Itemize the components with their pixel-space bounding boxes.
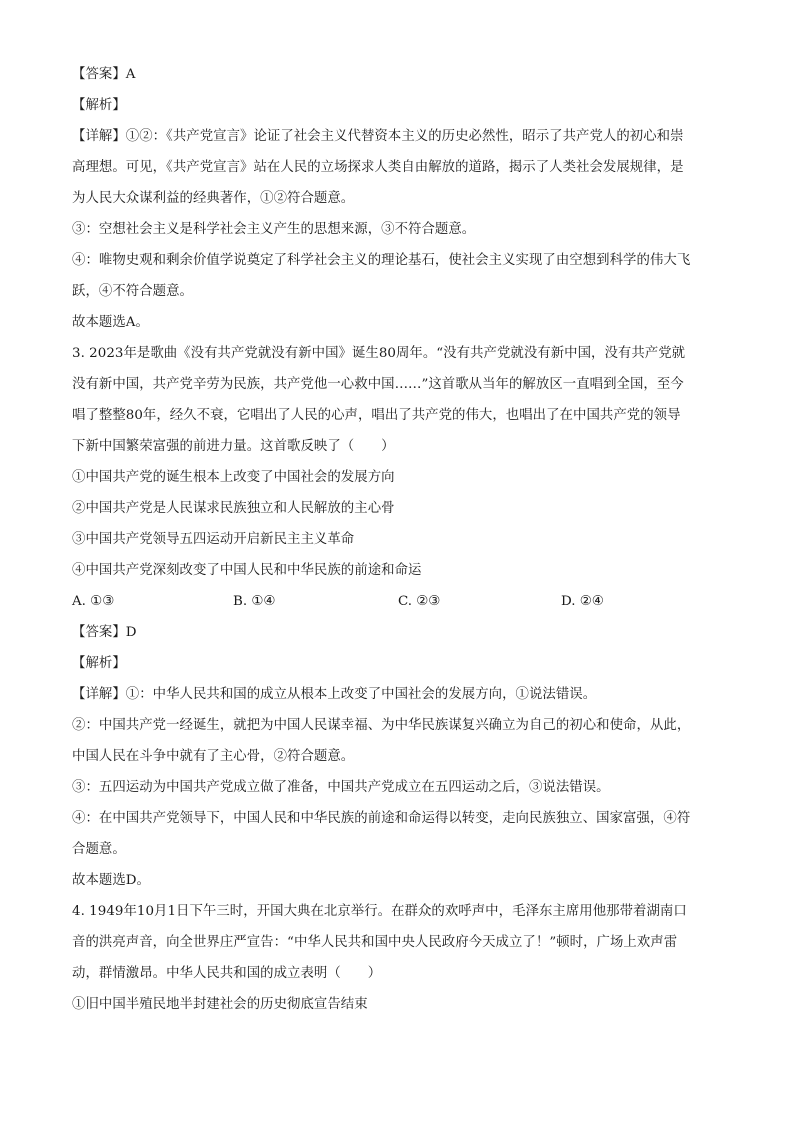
detail-text-line: 跃，④不符合题意。: [72, 284, 193, 299]
question-3-options: [72, 589, 722, 620]
question-3-statement: ④中国共产党深刻改变了中国人民和中华民族的前途和命运: [72, 563, 422, 578]
option-c: C. ②③: [398, 594, 441, 609]
document-body: [72, 62, 722, 1023]
detail-text-line: ③：空想社会主义是科学社会主义产生的思想来源，③不符合题意。: [72, 222, 476, 237]
answer-label-q3: 【答案】D: [72, 625, 137, 640]
detail-text-line: ③：五四运动为中国共产党成立做了准备，中国共产党成立在五四运动之后，③说法错误。: [72, 780, 610, 795]
question-3-stem: 3. 2023年是歌曲《没有共产党就没有新中国》诞生80周年。“没有共产党就没有新中国，没有共产党就: [72, 346, 686, 361]
question-3-stem: 唱了整整80年，经久不衰，它唱出了人民的心声，唱出了共产党的伟大，也唱出了在中国共产党的领导: [72, 408, 681, 423]
question-3-statement: ③中国共产党领导五四运动开启新民主主义革命: [72, 532, 355, 547]
question-3-statement: ②中国共产党是人民谋求民族独立和人民解放的主心骨: [72, 501, 395, 516]
detail-text-line: 高理想。可见，《共产党宣言》站在人民的立场探求人类自由解放的道路，揭示了人类社会发展规律，是: [72, 160, 684, 175]
question-3-stem: 没有新中国，共产党辛劳为民族，共产党他一心救中国……”这首歌从当年的解放区一直唱到全国，至今: [72, 377, 684, 392]
analysis-label-q3: 【解析】: [72, 656, 126, 671]
question-4-stem: 音的洪亮声音，向全世界庄严宣告：“中华人民共和国中央人民政府今天成立了！”顿时，广场上欢声雷: [72, 935, 678, 950]
detail-text-line: 中国人民在斗争中就有了主心骨，②符合题意。: [72, 749, 355, 764]
conclusion-q2: 故本题选A。: [72, 315, 149, 330]
analysis-label-q2: 【解析】: [72, 98, 126, 113]
option-b: B. ①④: [233, 594, 276, 609]
option-a: A. ①③: [72, 594, 115, 609]
detail-text-line: ④：唯物史观和剩余价值学说奠定了科学社会主义的理论基石，使社会主义实现了由空想到科学的伟大飞: [72, 253, 691, 268]
question-4-stem: 4. 1949年10月1日下午三时，开国大典在北京举行。在群众的欢呼声中，毛泽东主席用他那带着湖南口: [72, 904, 687, 919]
conclusion-q3: 故本题选D。: [72, 873, 150, 888]
question-3-statement: ①中国共产党的诞生根本上改变了中国社会的发展方向: [72, 470, 395, 485]
question-4-statement: ①旧中国半殖民地半封建社会的历史彻底宣告结束: [72, 997, 368, 1012]
detail-text-line: 为人民大众谋利益的经典著作，①②符合题意。: [72, 191, 355, 206]
detail-text-line: 【详解】①②：《共产党宣言》论证了社会主义代替资本主义的历史必然性，昭示了共产党人的初心和崇: [72, 129, 684, 144]
question-3-stem: 下新中国繁荣富强的前进力量。这首歌反映了（ ）: [72, 439, 395, 454]
answer-label-q2: 【答案】A: [72, 67, 136, 82]
question-4-stem: 动，群情激昂。中华人民共和国的成立表明（ ）: [72, 966, 382, 981]
detail-text-line: ②：中国共产党一经诞生，就把为中国人民谋幸福、为中华民族谋复兴确立为自己的初心和使命，从此，: [72, 718, 691, 733]
detail-text-line: 合题意。: [72, 842, 126, 857]
detail-text-line: 【详解】①：中华人民共和国的成立从根本上改变了中国社会的发展方向，①说法错误。: [72, 687, 597, 702]
option-d: D. ②④: [561, 594, 604, 609]
detail-text-line: ④：在中国共产党领导下，中国人民和中华民族的前途和命运得以转变，走向民族独立、国家富强，④符: [72, 811, 691, 826]
